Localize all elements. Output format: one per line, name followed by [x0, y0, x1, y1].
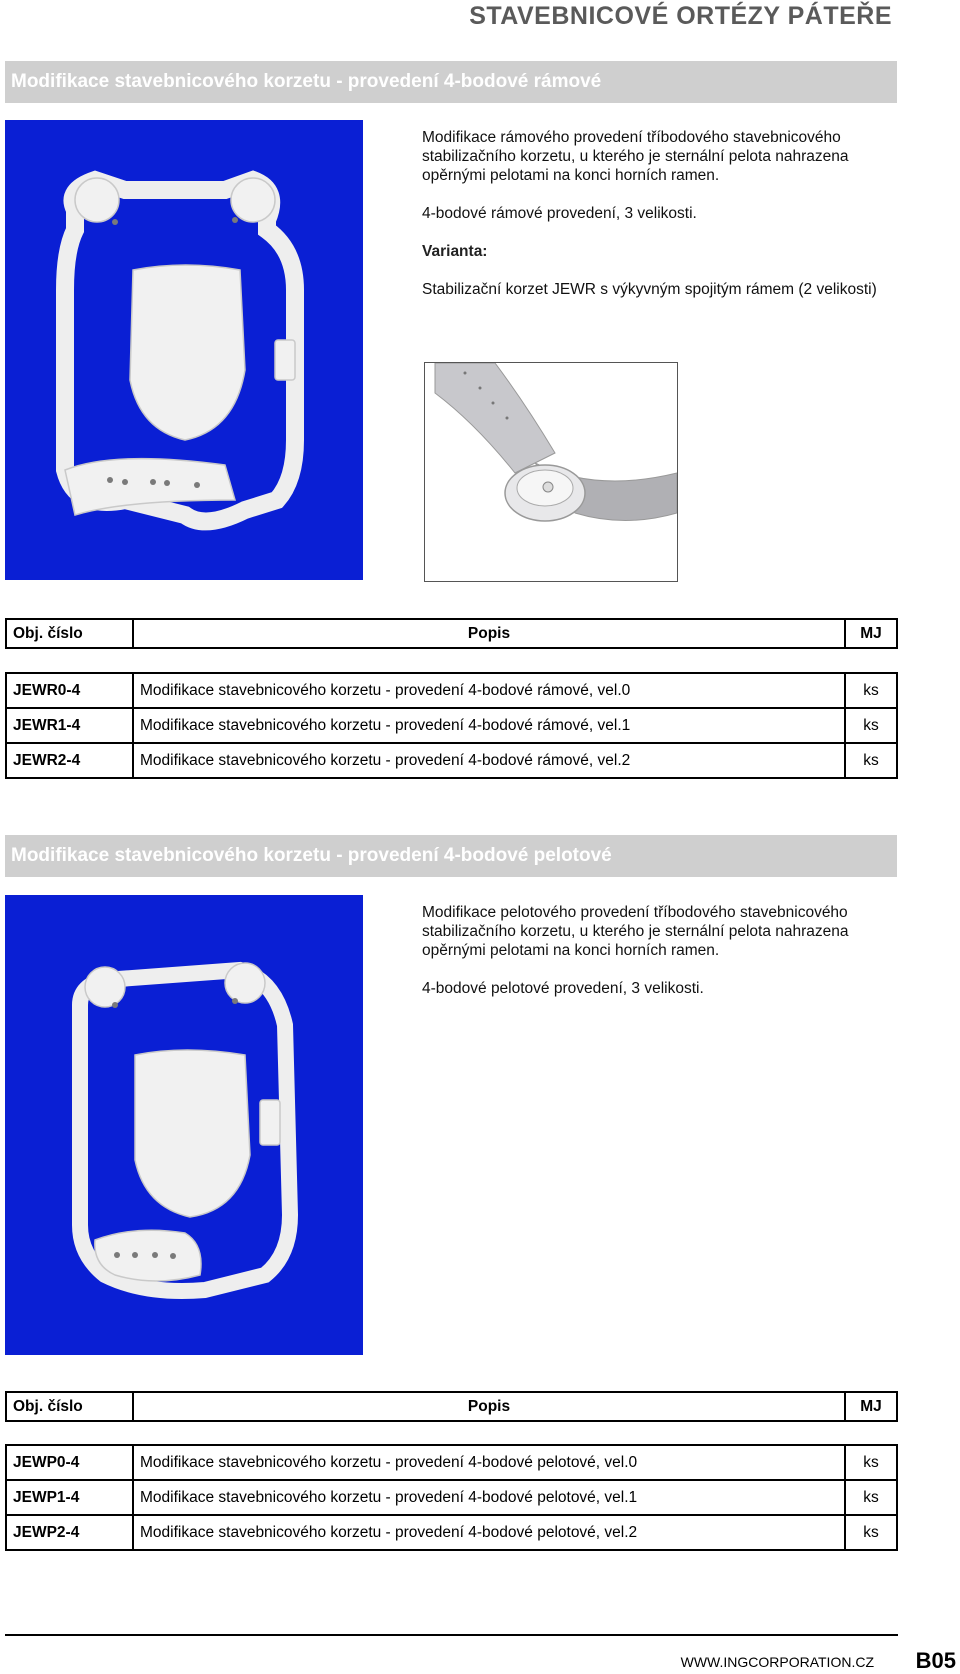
table-row — [6, 708, 897, 743]
page-code: B05 — [915, 1648, 956, 1673]
order-table-header — [5, 618, 898, 649]
column-header-code: Obj. číslo — [6, 1392, 133, 1421]
product-photo-frame-brace — [5, 120, 363, 580]
description-paragraph: Modifikace rámového provedení tříbodového stavebnicového stabilizačního korzetu, u kterého je sternální pelota nahrazena opěrnými pelotami na konci horních ramen. — [422, 129, 849, 184]
order-table — [5, 1444, 898, 1551]
variant-label: Varianta: — [422, 243, 488, 260]
table-row — [6, 1515, 897, 1550]
page-title: STAVEBNICOVÉ ORTÉZY PÁTEŘE — [469, 2, 892, 30]
description-sizes: 4-bodové pelotové provedení, 3 velikosti. — [422, 980, 704, 997]
table-row — [6, 743, 897, 778]
order-unit: ks — [845, 1480, 897, 1515]
description-paragraph: Modifikace pelotového provedení tříbodového stavebnicového stabilizačního korzetu, u kterého je sternální pelota nahrazena opěrnými pelotami na konci horních ramen. — [422, 904, 849, 959]
order-code: JEWR2-4 — [6, 743, 133, 778]
column-header-code: Obj. číslo — [6, 619, 133, 648]
table-row — [6, 1445, 897, 1480]
order-unit: ks — [845, 708, 897, 743]
order-code: JEWP2-4 — [6, 1515, 133, 1550]
order-table-header — [5, 1391, 898, 1422]
order-code: JEWP0-4 — [6, 1445, 133, 1480]
order-unit: ks — [845, 673, 897, 708]
order-description: Modifikace stavebnicového korzetu - provedení 4-bodové rámové, vel.2 — [133, 743, 845, 778]
table-row — [6, 1480, 897, 1515]
order-description: Modifikace stavebnicového korzetu - provedení 4-bodové rámové, vel.0 — [133, 673, 845, 708]
variant-text: Stabilizační korzet JEWR s výkyvným spojitým rámem (2 velikosti) — [422, 281, 877, 298]
section-title-frame: Modifikace stavebnicového korzetu - provedení 4-bodové rámové — [5, 61, 897, 103]
order-code: JEWR0-4 — [6, 673, 133, 708]
section-description-pelota — [422, 903, 902, 1017]
order-unit: ks — [845, 743, 897, 778]
order-table — [5, 672, 898, 779]
section-title-pelota: Modifikace stavebnicového korzetu - provedení 4-bodové pelotové — [5, 835, 897, 877]
product-photo-pelota-brace — [5, 895, 363, 1355]
detail-photo-hinge — [424, 362, 678, 582]
order-code: JEWP1-4 — [6, 1480, 133, 1515]
section-description-frame — [422, 128, 902, 318]
column-header-unit: MJ — [845, 1392, 897, 1421]
column-header-description: Popis — [133, 619, 845, 648]
footer-website-link[interactable]: WWW.INGCORPORATION.CZ — [680, 1654, 874, 1670]
order-code: JEWR1-4 — [6, 708, 133, 743]
description-sizes: 4-bodové rámové provedení, 3 velikosti. — [422, 205, 697, 222]
footer-divider — [5, 1634, 898, 1636]
column-header-unit: MJ — [845, 619, 897, 648]
order-description: Modifikace stavebnicového korzetu - provedení 4-bodové pelotové, vel.1 — [133, 1480, 845, 1515]
column-header-description: Popis — [133, 1392, 845, 1421]
table-row — [6, 673, 897, 708]
order-description: Modifikace stavebnicového korzetu - provedení 4-bodové rámové, vel.1 — [133, 708, 845, 743]
order-unit: ks — [845, 1445, 897, 1480]
order-description: Modifikace stavebnicového korzetu - provedení 4-bodové pelotové, vel.0 — [133, 1445, 845, 1480]
order-unit: ks — [845, 1515, 897, 1550]
order-description: Modifikace stavebnicového korzetu - provedení 4-bodové pelotové, vel.2 — [133, 1515, 845, 1550]
